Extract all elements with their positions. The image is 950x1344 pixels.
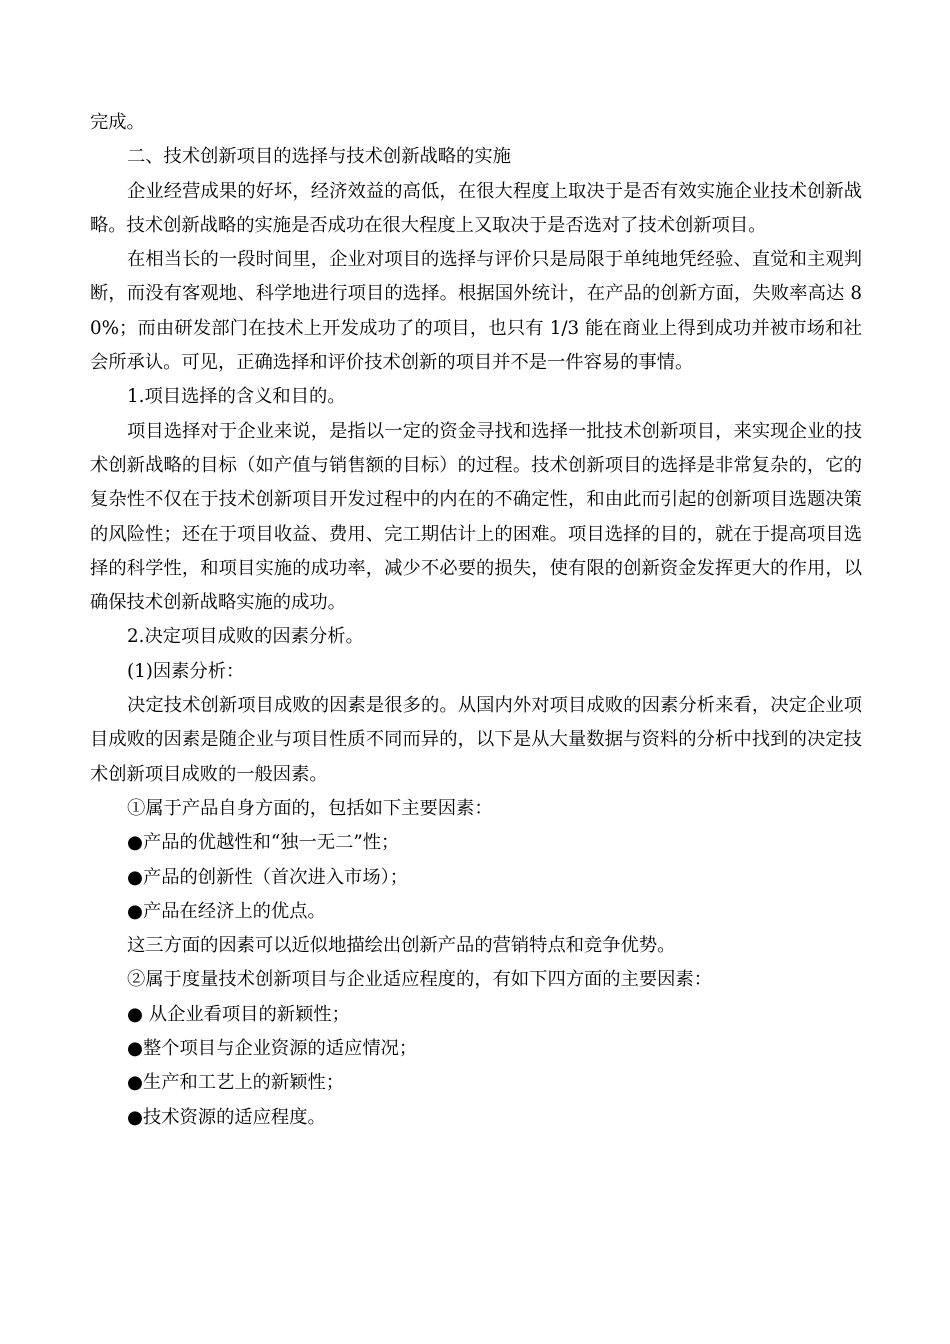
subsection-heading: 1.项目选择的含义和目的。	[127, 386, 346, 408]
paragraph: 企业经营成果的好坏，经济效益的高低，在很大程度上取决于是否有效实施企业技术创新战略。技术创新战略的实施是否成功在很大程度上又取决于是否选对了技术创新项目。	[90, 180, 862, 236]
subsection-heading: (1)因素分析：	[127, 660, 245, 682]
list-item: ●生产和工艺上的新颖性；	[127, 1072, 345, 1094]
subsection-heading: 2.决定项目成败的因素分析。	[127, 626, 364, 648]
list-item: ● 从企业看项目的新颖性；	[127, 1003, 350, 1025]
list-item: ●产品在经济上的优点。	[127, 900, 326, 922]
list-heading: ②属于度量技术创新项目与企业适应程度的，有如下四方面的主要因素：	[127, 969, 712, 991]
list-item: ●整个项目与企业资源的适应情况；	[127, 1038, 418, 1060]
paragraph: 决定技术创新项目成败的因素是很多的。从国内外对项目成败的因素分析来看，决定企业项目成败的因素是随企业与项目性质不同而异的，以下是从大量数据与资料的分析中找到的决定技术创新项目成败的一般因素。	[90, 695, 862, 785]
paragraph: 在相当长的一段时间里，企业对项目的选择与评价只是局限于单纯地凭经验、直觉和主观判断，而没有客观地、科学地进行项目的选择。根据国外统计，在产品的创新方面，失败率高达 80%；而由研发部门在技术上开发成功了的项目，也只有 1/3 能在商业上得到成功并被市场和社会所承认。可见，正确选择和评价技术创新的项目并不是一件容易的事情。	[90, 249, 862, 374]
list-item: ●产品的创新性（首次进入市场）；	[127, 866, 409, 888]
paragraph: 项目选择对于企业来说，是指以一定的资金寻找和选择一批技术创新项目，来实现企业的技术创新战略的目标（如产值与销售额的目标）的过程。技术创新项目的选择是非常复杂的，它的复杂性不仅在于技术创新项目开发过程中的内在的不确定性，和由此而引起的创新项目选题决策的风险性；还在于项目收益、费用、完工期估计上的困难。项目选择的目的，就在于提高项目选择的科学性，和项目实施的成功率，减少不必要的损失，使有限的创新资金发挥更大的作用，以确保技术创新战略实施的成功。	[90, 420, 862, 614]
paragraph-continuation: 完成。	[90, 112, 145, 133]
list-heading: ①属于产品自身方面的，包括如下主要因素：	[127, 797, 493, 819]
document-page	[90, 106, 862, 1135]
list-item: ●产品的优越性和“独一无二”性；	[127, 832, 400, 854]
section-heading: 二、技术创新项目的选择与技术创新战略的实施	[127, 146, 511, 168]
paragraph: 这三方面的因素可以近似地描绘出创新产品的营销特点和竞争优势。	[127, 935, 676, 957]
list-item: ●技术资源的适应程度。	[127, 1106, 326, 1128]
